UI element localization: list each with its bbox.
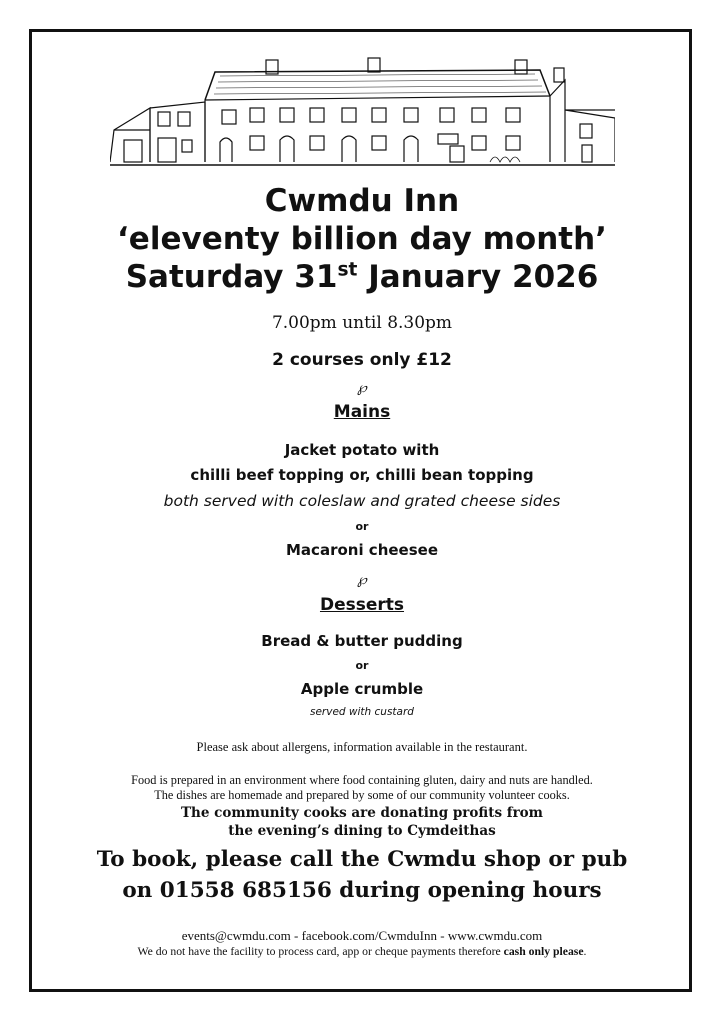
- desserts-line-2: Apple crumble: [300, 680, 424, 698]
- booking-line-2: on 01558 685156 during opening hours: [122, 878, 602, 903]
- date-rest: January 2026: [357, 259, 599, 295]
- inn-building-illustration: [110, 50, 615, 172]
- desserts-or: or: [355, 659, 369, 672]
- food-note-2: The dishes are homemade and prepared by some of our community volunteer cooks.: [154, 788, 570, 802]
- desserts-heading: Desserts: [319, 595, 405, 615]
- date-suffix: st: [337, 259, 358, 281]
- payment-suffix: .: [583, 945, 587, 958]
- payment-prefix: We do not have the facility to process card, app or cheque payments therefore: [137, 945, 504, 958]
- payment-note: [32, 945, 692, 958]
- desserts-line-3: served with custard: [310, 706, 414, 718]
- event-name: ‘eleventy billion day month’: [117, 221, 607, 257]
- allergen-note: Please ask about allergens, information available in the restaurant.: [196, 740, 528, 754]
- contact-line: events@cwmdu.com - facebook.com/CwmduInn - www.cwmdu.com: [181, 928, 543, 943]
- donation-note-2: the evening’s dining to Cymdeithas: [228, 823, 496, 839]
- event-time: 7.00pm until 8.30pm: [271, 313, 453, 333]
- food-note-1: Food is prepared in an environment where food containing gluten, dairy and nuts are handled.: [131, 773, 593, 787]
- desserts-line-1: Bread & butter pudding: [261, 632, 463, 650]
- date-prefix: Saturday 31: [125, 259, 338, 295]
- venue-title: Cwmdu Inn: [264, 183, 460, 219]
- price-offer: 2 courses only £12: [272, 350, 452, 370]
- flourish-divider-2: ℘: [357, 572, 367, 588]
- booking-line-1: To book, please call the Cwmdu shop or pub: [96, 847, 628, 872]
- flourish-divider: ℘: [357, 380, 367, 396]
- mains-line-4: Macaroni cheesee: [286, 541, 438, 559]
- mains-line-2: chilli beef topping or, chilli bean topping: [190, 466, 534, 484]
- payment-bold: cash only please: [503, 945, 584, 958]
- event-date: [32, 258, 692, 296]
- mains-heading: Mains: [333, 402, 391, 422]
- mains-line-3: both served with coleslaw and grated cheese sides: [163, 492, 561, 510]
- donation-note-1: The community cooks are donating profits from: [181, 805, 543, 821]
- mains-line-1: Jacket potato with: [284, 441, 440, 459]
- mains-or: or: [355, 520, 369, 533]
